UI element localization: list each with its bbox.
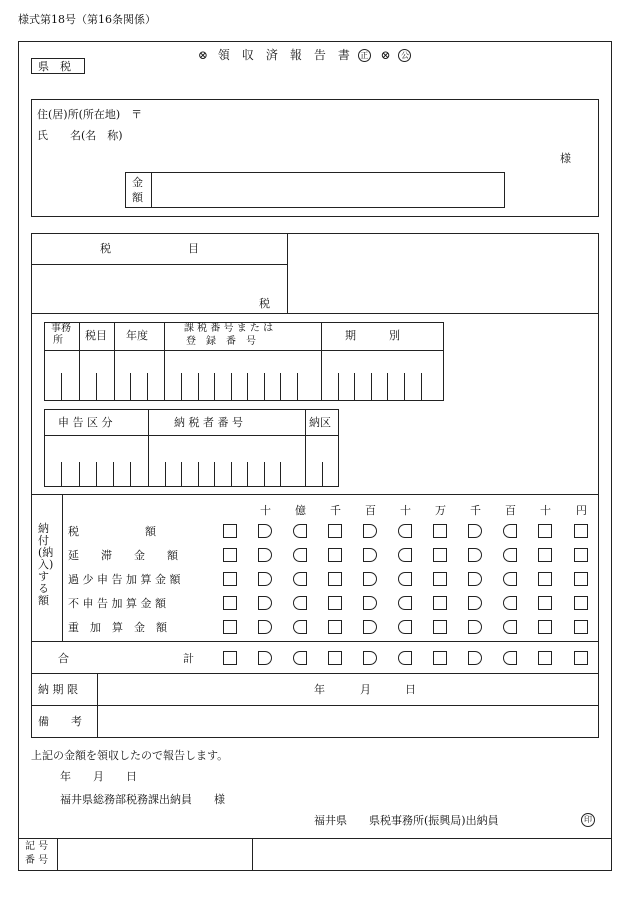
digit-header: 千 [330, 504, 341, 517]
payment-row-digit-box[interactable] [468, 524, 482, 538]
payment-row-digit-box[interactable] [328, 572, 342, 586]
seal-icon: 印 [581, 813, 595, 827]
deadline-label: 納 期 限 [38, 683, 78, 696]
report-addressee: 福井県総務部税務課出納員 様 [60, 793, 225, 806]
payment-row-digit-box[interactable] [258, 596, 272, 610]
report-issuer: 福井県 県税事務所(振興局)出納員 [314, 814, 499, 827]
name-label: 氏 名(名 称) [37, 129, 123, 142]
payment-row-label: 不 申 告 加 算 金 額 [68, 597, 166, 610]
payment-row-digit-box[interactable] [293, 596, 307, 610]
sama-label: 様 [560, 152, 571, 165]
seal-mark [581, 813, 595, 827]
payment-row-digit-box[interactable] [328, 524, 342, 538]
total-digit-box[interactable] [503, 651, 517, 665]
total-digit-box[interactable] [363, 651, 377, 665]
cross-circle-icon: ⊗ [380, 48, 391, 62]
payment-row-digit-box[interactable] [538, 596, 552, 610]
payment-row-digit-box[interactable] [503, 548, 517, 562]
amount-label-2: 額 [132, 191, 143, 204]
payment-row-digit-box[interactable] [433, 620, 447, 634]
address-label: 住(居)所(所在地) 〒 [37, 108, 143, 121]
payment-row-digit-box[interactable] [223, 548, 237, 562]
payment-row-digit-box[interactable] [538, 572, 552, 586]
payment-row-digit-box[interactable] [363, 620, 377, 634]
payment-row-digit-box[interactable] [433, 596, 447, 610]
report-date: 年 月 日 [60, 770, 137, 783]
amount-box[interactable] [125, 172, 505, 208]
digit-header: 十 [540, 504, 551, 517]
total-digit-box[interactable] [293, 651, 307, 665]
payment-row-digit-box[interactable] [574, 548, 588, 562]
payment-row-digit-box[interactable] [574, 596, 588, 610]
payment-row-digit-box[interactable] [433, 524, 447, 538]
tax-item-suffix: 税 [259, 297, 270, 310]
payment-row-digit-box[interactable] [293, 524, 307, 538]
payment-row-digit-box[interactable] [363, 548, 377, 562]
payment-row-label: 税 額 [68, 525, 156, 538]
payment-row-digit-box[interactable] [574, 572, 588, 586]
payment-row-digit-box[interactable] [293, 572, 307, 586]
payment-row-label: 延 滞 金 額 [68, 549, 178, 562]
document-title [198, 49, 411, 62]
tax-item-header: 税 目 [100, 242, 199, 255]
digit-header: 千 [470, 504, 481, 517]
total-digit-box[interactable] [223, 651, 237, 665]
seal-official-icon: 正 [358, 49, 371, 62]
total-digit-box[interactable] [538, 651, 552, 665]
payment-row-digit-box[interactable] [223, 620, 237, 634]
remarks-label: 備 考 [38, 715, 82, 728]
digit-header: 億 [295, 504, 306, 517]
payment-row-digit-box[interactable] [293, 548, 307, 562]
payment-row-digit-box[interactable] [258, 548, 272, 562]
digit-header: 百 [505, 504, 516, 517]
payment-row-digit-box[interactable] [468, 572, 482, 586]
payment-row-digit-box[interactable] [538, 524, 552, 538]
payment-row-digit-box[interactable] [433, 548, 447, 562]
payment-row-digit-box[interactable] [258, 524, 272, 538]
tax-code-label: 税目 [85, 329, 107, 342]
payment-row-digit-box[interactable] [363, 524, 377, 538]
payment-row-label: 重 加 算 金 額 [68, 621, 167, 634]
payment-row-digit-box[interactable] [538, 548, 552, 562]
digit-header: 十 [260, 504, 271, 517]
digit-header: 百 [365, 504, 376, 517]
digit-header: 万 [435, 504, 446, 517]
payment-row-digit-box[interactable] [538, 620, 552, 634]
payment-row-digit-box[interactable] [503, 524, 517, 538]
payment-row-digit-box[interactable] [223, 524, 237, 538]
deadline-day: 日 [405, 683, 416, 696]
deadline-year: 年 [314, 683, 325, 696]
taxnum-label-1: 課 税 番 号 ま た は [184, 323, 274, 334]
payment-row-digit-box[interactable] [503, 596, 517, 610]
digit-header: 円 [576, 504, 587, 517]
seal-public-icon: 公 [398, 49, 411, 62]
payment-row-digit-box[interactable] [398, 524, 412, 538]
payment-row-digit-box[interactable] [398, 596, 412, 610]
total-digit-box[interactable] [398, 651, 412, 665]
office-label-1: 事務 [51, 323, 71, 334]
district-label: 納区 [309, 416, 331, 429]
report-statement: 上記の金額を領収したので報告します。 [31, 749, 229, 762]
payment-row-digit-box[interactable] [398, 620, 412, 634]
payment-row-digit-box[interactable] [223, 596, 237, 610]
payment-row-digit-box[interactable] [398, 548, 412, 562]
total-digit-box[interactable] [328, 651, 342, 665]
payment-row-digit-box[interactable] [398, 572, 412, 586]
amount-label-1: 金 [132, 176, 143, 189]
total-digit-box[interactable] [574, 651, 588, 665]
payment-row-digit-box[interactable] [433, 572, 447, 586]
tax-type-label: 県 税 [38, 60, 71, 73]
year-label: 年度 [126, 329, 148, 342]
serial-label-2: 番 号 [25, 855, 49, 866]
category-label: 申 告 区 分 [58, 416, 113, 429]
payment-row-digit-box[interactable] [574, 524, 588, 538]
payment-row-digit-box[interactable] [258, 620, 272, 634]
total-digit-box[interactable] [258, 651, 272, 665]
payment-side-label: 納付(納入)する額 [38, 522, 54, 607]
payment-row-digit-box[interactable] [363, 572, 377, 586]
payment-row-digit-box[interactable] [363, 596, 377, 610]
payment-row-digit-box[interactable] [503, 572, 517, 586]
payment-row-digit-box[interactable] [503, 620, 517, 634]
payment-row-digit-box[interactable] [468, 548, 482, 562]
total-digit-box[interactable] [433, 651, 447, 665]
payment-row-label: 過 少 申 告 加 算 金 額 [68, 573, 181, 586]
total-digit-box[interactable] [468, 651, 482, 665]
payment-row-digit-box[interactable] [468, 596, 482, 610]
period-label: 期 別 [345, 329, 400, 342]
cross-circle-icon: ⊗ [198, 48, 209, 62]
payment-row-digit-box[interactable] [223, 572, 237, 586]
payment-row-digit-box[interactable] [328, 596, 342, 610]
serial-label-1: 記 号 [25, 841, 49, 852]
form-number: 様式第18号（第16条関係） [18, 13, 156, 26]
payment-row-digit-box[interactable] [328, 620, 342, 634]
payment-row-digit-box[interactable] [468, 620, 482, 634]
taxnum-label-2: 登 録 番 号 [186, 336, 256, 347]
payment-row-digit-box[interactable] [574, 620, 588, 634]
title-text: 領 収 済 報 告 書 [217, 48, 350, 62]
office-label-2: 所 [53, 335, 63, 346]
payment-row-digit-box[interactable] [293, 620, 307, 634]
total-label-right: 計 [183, 652, 194, 665]
total-label-left: 合 [58, 652, 69, 665]
taxpayer-number-label: 納 税 者 番 号 [174, 416, 243, 429]
payment-row-digit-box[interactable] [328, 548, 342, 562]
deadline-month: 月 [360, 683, 371, 696]
digit-header: 十 [400, 504, 411, 517]
payment-row-digit-box[interactable] [258, 572, 272, 586]
